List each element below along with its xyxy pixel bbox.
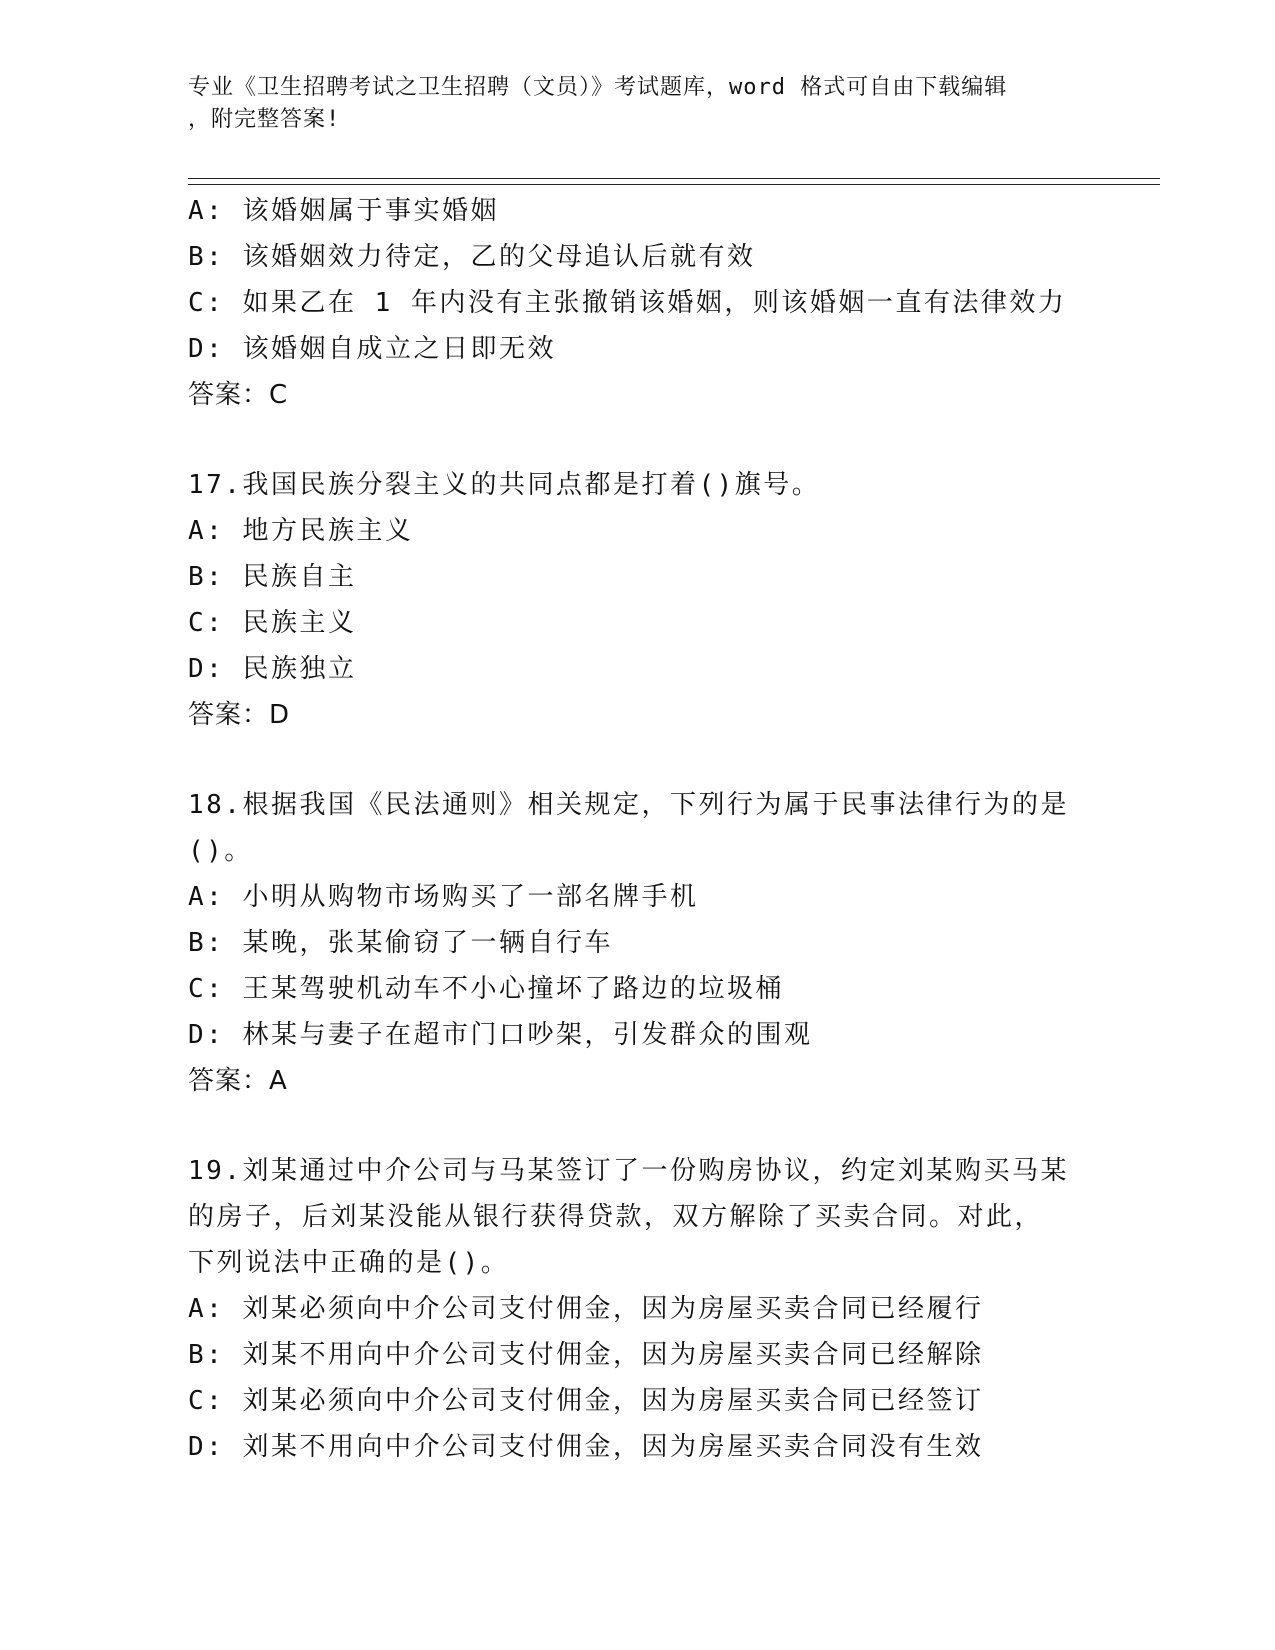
q19-question-line-2: 的房子，后刘某没能从银行获得贷款，双方解除了买卖合同。对此， [188,1202,1044,1232]
q19-option-c: C: 刘某必须向中介公司支付佣金，因为房屋买卖合同已经签订 [188,1386,984,1416]
q19-option-b: B: 刘某不用向中介公司支付佣金，因为房屋买卖合同已经解除 [188,1340,984,1370]
q17-option-b: B: 民族自主 [188,562,357,592]
header-line-2: ，附完整答案! [188,107,341,132]
q17-option-c: C: 民族主义 [188,608,357,638]
q16-answer: 答案：C [188,380,289,410]
q19-option-d: D: 刘某不用向中介公司支付佣金，因为房屋买卖合同没有生效 [188,1432,984,1462]
q16-option-c: C: 如果乙在 1 年内没有主张撤销该婚姻，则该婚姻一直有法律效力 [188,288,1067,318]
q18-option-b: B: 某晚，张某偷窃了一辆自行车 [188,928,613,958]
q18-answer: 答案：A [188,1066,288,1096]
q17-question: 17.我国民族分裂主义的共同点都是打着()旗号。 [188,470,821,500]
q19-option-a: A: 刘某必须向中介公司支付佣金，因为房屋买卖合同已经履行 [188,1294,984,1324]
q16-option-d: D: 该婚姻自成立之日即无效 [188,334,556,364]
q19-question-line-1: 19.刘某通过中介公司与马某签订了一份购房协议，约定刘某购买马某 [188,1156,1069,1186]
q19-question-line-3: 下列说法中正确的是()。 [188,1248,510,1278]
q16-option-b: B: 该婚姻效力待定，乙的父母追认后就有效 [188,242,756,272]
q17-option-a: A: 地方民族主义 [188,516,414,546]
question-19-block [188,1148,1088,1470]
question-16-block [188,188,1088,418]
q18-option-d: D: 林某与妻子在超市门口吵架，引发群众的围观 [188,1020,813,1050]
q18-question-line-2: ()。 [188,836,253,866]
question-18-block [188,782,1088,1104]
q18-question-line-1: 18.根据我国《民法通则》相关规定，下列行为属于民事法律行为的是 [188,790,1069,820]
q17-option-d: D: 民族独立 [188,654,357,684]
q18-option-a: A: 小明从购物市场购买了一部名牌手机 [188,882,699,912]
q16-option-a: A: 该婚姻属于事实婚姻 [188,196,499,226]
question-17-block [188,462,1088,738]
q18-option-c: C: 王某驾驶机动车不小心撞坏了路边的垃圾桶 [188,974,784,1004]
q17-answer: 答案：D [188,700,291,730]
header-line-1: 专业《卫生招聘考试之卫生招聘（文员）》考试题库，word 格式可自由下载编辑 [188,75,1008,100]
header-double-rule [188,178,1160,185]
document-header [188,72,1068,136]
document-body [188,188,1088,1470]
